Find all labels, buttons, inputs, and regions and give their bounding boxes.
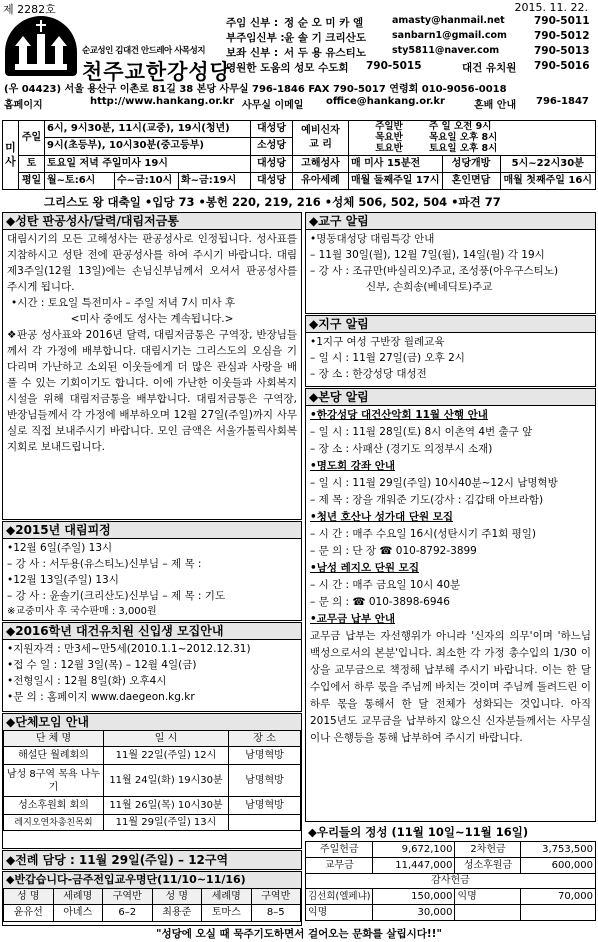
advent-line: – 강 사 : 윤솔기(크리산도)신부님 – 제 목 : 기도	[7, 590, 226, 602]
confession-label: 고해성사	[293, 155, 349, 172]
welcome-header: 성 명	[4, 889, 54, 905]
contact-role: 보좌 신부 :	[226, 47, 279, 59]
contact-email[interactable]: amasty@hanmail.net	[392, 15, 505, 26]
district-line: – 일 시 : 11월 27일(금) 오후 2시	[310, 352, 465, 364]
contact-phone: 790-5012	[534, 30, 590, 42]
welcome-header: 구역반	[251, 889, 301, 905]
nuns-phone: 790-5015	[366, 60, 422, 72]
christmas-paragraph-1: 대림시기의 모든 고해성사는 판공성사로 인정됩니다. 성사표를 지참하시고 성탄 전에 판공성사를 하여 주시기 바랍니다. 대림 제3주일(12월 13일)에는 손님신부님께서 오셔서 판공성사를 주시게 됩니다.	[7, 233, 297, 293]
sunday-place-2: 소성당	[251, 138, 293, 155]
church-logo	[5, 16, 77, 76]
table-row	[4, 797, 301, 815]
lecture-title: •명도회 강좌 안내	[310, 460, 396, 472]
marriage-interview-time: 매월 첫째주일 16시	[500, 172, 596, 189]
office-email-label: 사무실 이메일	[242, 100, 304, 111]
nuns-kinder-row	[226, 60, 594, 76]
diocese-line: – 강 사 : 조규만(바실리오)주교, 조성풍(아우구스티노)	[310, 265, 559, 277]
christmas-paragraph-2: ❖판공 성사표와 2016년 달력, 대림저금통은 구역장, 반장님들께서 각 가정에 배부합니다. 대림시기는 그리스도의 오심을 기다리며 가난하고 소외된 이웃들에게 더 많은 관심과 사랑을 배풀 수 있는 기회이기도 합니다. 이에 가난한 이웃들과 사회복지시설을 위해 대림저금통을 배부합니다. 대림저금통은 구역장, 반장님들께서 각 가정에 배부하오며 12월 27일(주일)까지 사무실로 직접 보내주시기 바랍니다. 모인 금액은 서울가톨릭사회복지회로 보내드립니다.	[7, 329, 297, 453]
issue-number: 제 2282호	[3, 3, 56, 16]
kinder-name: 대건 유치원	[462, 62, 517, 74]
hiking-line: – 장 소 : 사패산 (경기도 의정부시 소재)	[310, 443, 493, 455]
welcome-header: 세례명	[202, 889, 252, 905]
hymn-readings: 그리스도 왕 대축일 •입당 73 •봉헌 220, 219, 216 •성체 506, 502, 504 •파견 77	[44, 195, 501, 209]
sunday-place-1: 대성당	[251, 121, 293, 138]
parish-subtitle: 순교성인 김대건 안드레아 사목성지	[82, 46, 206, 56]
diocese-line: – 11월 30일(월), 12월 7일(월), 14일(월) 각 19시	[310, 249, 545, 261]
parish-name: 천주교한강성당	[82, 60, 232, 84]
sunday-mass-row1: 6시, 9시30분, 11시(교중), 19시(청년)	[45, 121, 251, 138]
contact-row	[226, 45, 594, 60]
kindergarten-line: •문 의 : 홈페이지 www.daegeon.kg.kr	[7, 691, 195, 703]
web-line	[4, 96, 596, 111]
district-line: •1지구 여성 구반장 월례교육	[310, 336, 445, 348]
prep-time: 주 일 오전 9시	[429, 121, 492, 133]
group-time: 11월 22일(주일) 12시	[104, 747, 229, 765]
prep-day: 목요반	[375, 132, 403, 144]
offering-label: 주일헌금	[306, 842, 373, 858]
hiking-title: •한강성당 대건산악회 11월 산행 안내	[310, 409, 488, 421]
table-row	[306, 858, 596, 874]
offering-table	[305, 841, 596, 921]
infant-baptism-label: 유아세례	[293, 172, 349, 189]
thanks-label: 감사헌금	[306, 874, 596, 889]
welcome-table	[3, 888, 301, 922]
chapel-time: 5시~22시30분	[500, 155, 596, 172]
prep-day: 토요반	[375, 143, 403, 155]
prep-time: 목요일 오후 8시	[429, 132, 498, 144]
lecture-line: – 제 목 : 장을 개워준 기도(강사 : 김갑태 아브라함)	[310, 494, 544, 506]
welcome-cell: 최용준	[152, 905, 202, 922]
group-time: 11월 26일(목) 10시30분	[104, 797, 229, 815]
saturday-label: 토	[19, 155, 45, 172]
diocese-section	[305, 212, 596, 314]
offering-title: ◆우리들의 정성 (11월 10일~11월 16일)	[308, 825, 529, 839]
group-place: 남명혁방	[229, 797, 301, 815]
advent-line: •12월 6일(주일) 13시	[7, 542, 113, 554]
sunday-label: 주일	[19, 121, 45, 156]
table-row	[4, 765, 301, 797]
groups-title: ◆단체모임 안내	[3, 714, 301, 731]
diocese-title: ◆교구 알림	[306, 213, 595, 230]
advent-retreat-section	[2, 521, 302, 621]
diocese-line: 신부, 손희송(베네딕토)주교	[366, 281, 493, 293]
hiking-line: – 일 시 : 11월 28일(토) 8시 이촌역 4번 출구 앞	[310, 426, 533, 438]
district-line: – 장 소 : 한강성당 대성전	[310, 368, 427, 380]
kindergarten-line: •전형일시 : 12월 8일(화) 오후4시	[7, 675, 167, 687]
legio-line: – 문 의 : ☎ 010-3898-6946	[310, 596, 450, 608]
kindergarten-line: •지원자격 : 만3세~만5세(2010.1.1~2012.12.31)	[7, 643, 251, 655]
legio-title: •남성 레지오 단원 모집	[310, 562, 419, 574]
table-row	[4, 747, 301, 765]
groups-section	[2, 713, 302, 849]
confession-time: •시간 : 토요일 특전미사 – 주일 저녁 7시 미사 후	[11, 297, 236, 309]
thanks-value	[521, 905, 596, 921]
contact-role: 부주임신부 :	[226, 32, 285, 44]
kindergarten-title: ◆2016학년 대건유치원 신입생 모집안내	[3, 623, 301, 640]
contact-email[interactable]: sanbarn1@gmail.com	[392, 30, 507, 41]
advent-line: •12월 13일(주일) 13시	[7, 574, 119, 586]
catechumen-label: 예비신자 교 리	[293, 121, 349, 156]
group-name: 해설단 월례회의	[4, 747, 104, 765]
choir-title: •청년 호산나 성가대 단원 모집	[310, 511, 454, 523]
contact-phone: 790-5013	[534, 45, 590, 57]
issue-date: 2015. 11. 22.	[514, 1, 588, 14]
group-place: 남명혁방	[229, 747, 301, 765]
mass-label: 미사	[3, 121, 19, 190]
welcome-header: 성 명	[152, 889, 202, 905]
table-row	[306, 889, 596, 905]
marriage-interview-label: 혼인면담	[442, 172, 500, 189]
welcome-cell: 아녜스	[53, 905, 103, 922]
thanks-value: 70,000	[521, 889, 596, 905]
christmas-confession-section	[2, 212, 302, 520]
confession-note: <미사 중에도 성사는 계속됩니다.>	[70, 313, 234, 325]
contact-row	[226, 30, 594, 45]
contact-phone: 790-5011	[534, 15, 590, 27]
weekday-mass-2: 수~금:10시	[115, 172, 179, 189]
table-row	[306, 842, 596, 858]
footer-slogan: "성당에 오실 때 묵주기도하면서 걸어오는 문화를 살립시다!!"	[156, 928, 442, 940]
offering-label: 2차헌금	[455, 842, 521, 858]
advent-line: – 강 사 : 서두용(유스티노)신부님 – 제 목 :	[7, 558, 202, 570]
homepage-label: 홈페이지	[4, 100, 43, 111]
dues-title: •교무금 납부 안내	[310, 613, 396, 625]
advent-line: ※교중미사 후 국수판매 : 3,000원	[7, 606, 157, 617]
welcome-cell: 8–5	[251, 905, 301, 922]
weekday-place: 대성당	[251, 172, 293, 189]
table-row	[4, 815, 301, 831]
chapel-label: 성당개방	[442, 155, 500, 172]
welcome-header: 구역반	[103, 889, 153, 905]
sunday-mass-row2: 9시(초등부), 10시30분(중고등부)	[45, 138, 251, 155]
thanks-name	[455, 905, 521, 921]
office-email-link[interactable]: office@hankang.or.kr	[326, 96, 445, 107]
homepage-link[interactable]: http://www.hankang.or.kr	[90, 96, 235, 107]
contact-role: 주임 신부 :	[226, 17, 279, 29]
mass-schedule-table	[2, 120, 596, 190]
saturday-place: 대성당	[251, 155, 293, 172]
contact-name: 정 순 오 미 카 엘	[284, 17, 364, 29]
offering-section	[305, 823, 596, 926]
table-row	[4, 905, 301, 922]
choir-line: – 문 의 : 단 장 ☎ 010-8792-3899	[310, 545, 477, 557]
prep-time: 토요일 오후 8시	[429, 143, 498, 155]
group-name: 성소후원회 회의	[4, 797, 104, 815]
welcome-cell: 토마스	[202, 905, 252, 922]
weekday-mass-3: 화~금:19시	[179, 172, 251, 189]
district-title: ◆지구 알림	[306, 316, 595, 333]
thanks-name: 김선희(엘페냐)	[306, 889, 373, 905]
welcome-header: 세례명	[53, 889, 103, 905]
address-line: (우 04423) 서울 용산구 이촌로 81길 38 본당 사무실 796-1846 FAX 790-5017 연령회 010-9056-0018	[4, 84, 507, 95]
church-building-icon	[5, 16, 77, 76]
group-time: 11월 24일(화) 19시30분	[104, 765, 229, 797]
group-place: 남명혁방	[229, 765, 301, 797]
infant-baptism-time: 매월 둘째주일 17시	[349, 172, 443, 189]
table-row	[306, 905, 596, 921]
kindergarten-section	[2, 622, 302, 712]
welcome-section	[2, 871, 302, 926]
group-place	[229, 815, 301, 831]
thanks-value: 150,000	[373, 889, 455, 905]
wedding-phone: 796-1847	[536, 96, 589, 107]
parish-title: ◆본당 알림	[306, 389, 595, 406]
group-time: 11월 29일(주일) 13시	[104, 815, 229, 831]
thanks-name: 익명	[455, 889, 521, 905]
lecture-line: – 일 시 : 11월 29일(주일) 10시40분~12시 남명혁방	[310, 477, 558, 489]
catechumen-schedule	[349, 121, 596, 156]
offering-label: 교무금	[306, 858, 373, 874]
thanks-value: 30,000	[373, 905, 455, 921]
parish-section	[305, 388, 596, 822]
thanks-name: 익명	[306, 905, 373, 921]
offering-label: 성소후원금	[455, 858, 521, 874]
groups-header: 단 체 명	[4, 731, 104, 747]
groups-header: 일 시	[104, 731, 229, 747]
welcome-title: ◆반갑습니다-금주전입교우명단(11/10~11/16)	[3, 872, 301, 889]
kinder-phone: 790-5016	[534, 60, 590, 72]
district-section	[305, 315, 596, 387]
contact-name: 서 두 용 유스티노	[284, 47, 366, 59]
choir-line: – 시 간 : 매주 수요일 16시(성탄시기 주1회 평일)	[310, 528, 537, 540]
diocese-line: •명동대성당 대림특강 안내	[310, 233, 435, 245]
dues-paragraph: 교무금 납부는 자선행위가 아니라 '신자의 의무'이며 '하느님 백성으로서의 본분'입니다. 최소한 각 가정 총수입의 1/30 이상을 교무금으로 책정해 납부해 주시기 바랍니다. 이는 한 달 수입에서 하루 몫을 주님께 바치는 것이며 주님께 돌려드린 이 하루 몫을 통해서 한 달 전체가 성화되는 것입니다. 아직 2015년도 교무금을 납부하지 않으신 신자분들께서는 사무실이나 은행등을 통해 납부하여 주시기 바랍니다.	[310, 630, 591, 744]
clergy-contacts	[226, 15, 594, 76]
groups-header: 장 소	[229, 731, 301, 747]
offering-value: 600,000	[521, 858, 596, 874]
weekday-mass-1: 월~토:6시	[45, 172, 115, 189]
weekday-label: 평일	[19, 172, 45, 189]
liturgy-duty: ◆전례 담당 : 11월 29일(주일) – 12구역	[3, 851, 301, 869]
offering-value: 9,672,100	[373, 842, 455, 858]
contact-row	[226, 15, 594, 30]
nuns-name: 영원한 도움의 성모 수도회	[226, 62, 349, 74]
offering-value: 3,753,500	[521, 842, 596, 858]
prep-day: 주일반	[375, 121, 403, 133]
advent-title: ◆2015년 대림피정	[3, 522, 301, 539]
group-name: 레지오연차총친목회	[4, 815, 104, 831]
offering-value: 11,447,000	[373, 858, 455, 874]
welcome-cell: 6–2	[103, 905, 153, 922]
legio-line: – 시 간 : 매주 금요일 10시 40분	[310, 579, 461, 591]
contact-email[interactable]: sty5811@naver.com	[392, 45, 500, 56]
liturgy-duty-section	[2, 850, 302, 870]
christmas-title: ◆성탄 판공성사/달력/대림저금통	[3, 213, 301, 230]
welcome-cell: 윤유선	[4, 905, 54, 922]
kindergarten-line: •접 수 일 : 12월 3일(목) – 12월 4일(금)	[7, 659, 197, 671]
contact-name: 윤 솔 기 크리산도	[284, 32, 366, 44]
group-name: 남성 8구역 목욕 나누기	[4, 765, 104, 797]
groups-table	[3, 730, 301, 831]
wedding-label: 혼배 안내	[474, 100, 517, 111]
confession-time: 매 미사 15분전	[349, 155, 443, 172]
saturday-mass: 토요일 저녁 주일미사 19시	[45, 155, 251, 172]
